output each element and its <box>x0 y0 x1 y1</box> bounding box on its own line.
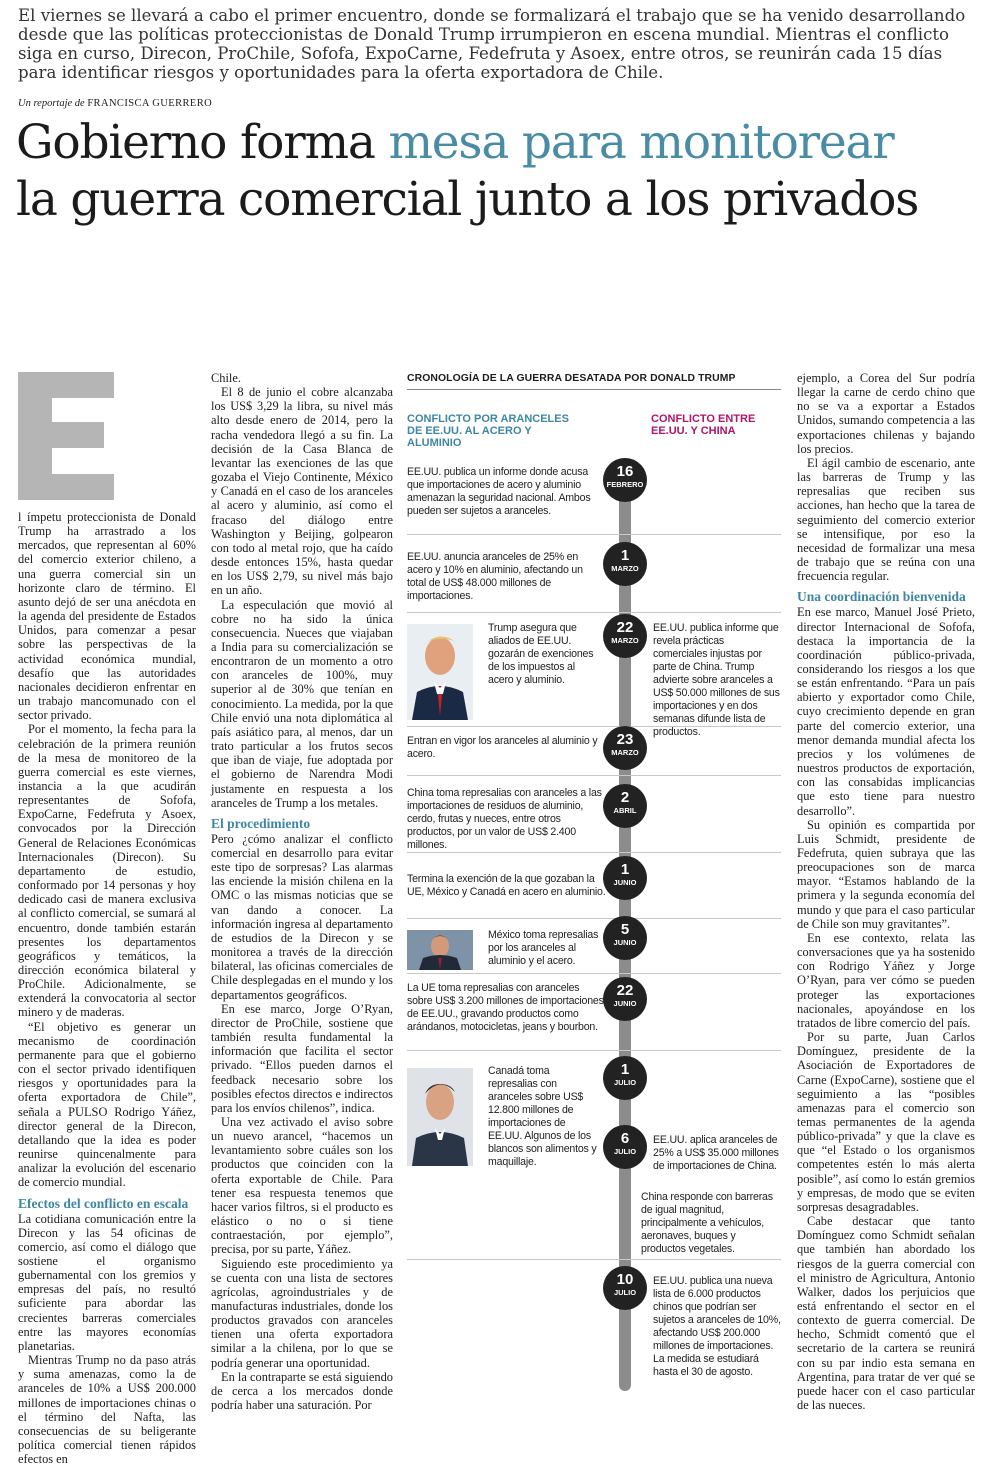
divider <box>407 612 781 613</box>
paragraph: ejemplo, a Corea del Sur podría llegar la carne de cerdo chino que no se va a exportar a Estados Unidos, sumando competencia a las exportaciones chilenas y bajando los precios. <box>797 371 975 456</box>
date-marker: 22 MARZO <box>603 614 647 658</box>
paragraph: “El objetivo es generar un mecanismo de coordinación permanente para que el gobierno con el sector privado identifiquen riesgos y oportunidades para la oferta exportadora de Chile”, señala a PULSO Rodrigo Yáñez, director general de la Direcon, detallando que la idea es poder reunirse quincenalmente para analizar la evolución del escenario de comercio mundial. <box>18 1019 196 1190</box>
paragraph: En la contraparte se está siguiendo de cerca a los mercados donde podría haber una saturación. Por <box>211 1369 393 1413</box>
paragraph: Por el momento, la fecha para la celebración de la primera reunión de la mesa de monitoreo de la guerra comercial es este viernes, instancia a la que acudirán representantes de Sofofa, ExpoCarne, Fedefruta y Asoex, convocados por la Dirección General de Relaciones Económicas Internacionales (Direcon). Su departamento de estudio, conformado por 14 personas y hoy dedicado casi de manera exclusiva al conflicto comercial, se sumará al encuentro, donde también estarán presentes los departamentos geográficos y temáticos, la dirección económica bilateral y ProChile. Adicionalmente, se extenderá la convocatoria al sector minero y de maderas. <box>18 722 196 1020</box>
paragraph: Siguiendo este procedimiento ya se cuenta con una lista de sectores agrícolas, agroindustriales y de manufacturas industriales, donde los productos gravados con aranceles tienen una oferta exportadora similar a la chilena, por lo que se podría generar una oportunidad. <box>211 1256 393 1370</box>
paragraph: Chile. <box>211 371 241 385</box>
paragraph: La especulación que movió al cobre no ha sido la única consecuencia. Nueces que viajaban a India para su comercialización se encontraron de un momento a otro con aranceles de 100%, muy superior al de 30% que tenían en conocimiento. La medida, por la que Chile envió una nota diplomática al país asiático para, al menos, dar un trato particular a los frutos secos que iban de viaje, fue adoptada por el gobierno de Narendra Modi justamente en respuesta a los aranceles de Trump a los metales. <box>211 597 394 810</box>
timeline-event: EE.UU. aplica aranceles de 25% a US$ 35.000 millones de importaciones de China. <box>653 1134 779 1172</box>
date-marker: 22 JUNIO <box>603 977 647 1021</box>
timeline-event: EE.UU. publica un informe donde acusa que importaciones de acero y aluminio amenazan la seguridad nacional. Ambos pueden ser sujetos a aranceles. <box>407 466 591 517</box>
date-marker: 5 JUNIO <box>603 916 647 960</box>
date-marker: 16 FEBRERO <box>603 458 647 502</box>
paragraph: El 8 de junio el cobre alcanzaba los US$ 3,29 la libra, su nivel más alto desde enero de 2014, pero la racha vendedora llegó a su fin. La decisión de la Casa Blanca de levantar las exenciones de las que gozaba el Viejo Continente, México y Canadá en el caso de los aranceles al acero y aluminio, así como el fracaso del diálogo entre Washington y Beijing, golpearon con todo al metal rojo, que ha caído desde entonces 15%, hasta quedar en los US$ 2,79, su nivel más bajo en un año. <box>211 385 393 598</box>
trump-photo <box>407 624 473 720</box>
timeline-header-china: CONFLICTO ENTRE EE.UU. Y CHINA <box>651 413 756 437</box>
headline-part2: la guerra comercial junto a los privados <box>16 172 919 227</box>
byline-prefix: Un reportaje de <box>18 98 85 109</box>
paragraph: Cabe destacar que tanto Domínguez como Schmidt señalan que también han abordado los riesgos de la guerra comercial con el ministro de Agricultura, Antonio Walker, dados los perjuicios que está enfrentando el sector en el contexto de guerra comercial. De hecho, Schmidt comentó que el secretario de la cartera se reunirá con su par indio esta semana en Argentina, para tratar de ver qué se puede hacer con el caso particular de las nueces. <box>797 1214 975 1413</box>
subheading: El procedimiento <box>211 815 311 831</box>
headline-part1: Gobierno forma <box>16 115 389 170</box>
divider <box>407 973 781 974</box>
date-marker: 10 JULIO <box>603 1266 647 1310</box>
paragraph: l ímpetu proteccionista de Donald Trump ha arrastrado a los mercados, que representan al 60% del comercio exterior chileno, a una guerra comercial sin un horizonte claro de término. El asunto dejó de ser una anécdota en la agenda del presidente de Estados Unidos, para comenzar a pesar sobre las perspectivas de la actividad económica mundial, desafío que las autoridades nacionales decidieron enfrentar en un trabajo mancomunado con el sector privado. <box>18 510 196 723</box>
divider <box>407 1259 781 1260</box>
date-marker: 1 JULIO <box>603 1056 647 1100</box>
article-column-4 <box>797 371 975 1412</box>
paragraph: En ese marco, Jorge O’Ryan, director de ProChile, sostiene que también resulta fundamental la información que facilita el sector privado. “Ellos pueden darnos el feedback necesario sobre los posibles efectos directos e indirectos para los envíos chilenos”, indica. <box>211 1001 393 1115</box>
paragraph: Por su parte, Juan Carlos Domínguez, presidente de la Asociación de Exportadores de Carne (ExpoCarne), sostiene que el seguimiento a las “posibles amenazas para el comercio son temas permanentes de la agenda público-privada” y que la clave es que “el Estado o los organismos competentes estén lo más alerta posible”, así como lo están gremios y empresas, de modo que se eviten sorpresas desagradables. <box>797 1030 975 1214</box>
timeline-event: Entran en vigor los aranceles al aluminio y acero. <box>407 735 598 760</box>
divider <box>407 534 781 535</box>
divider <box>407 1050 781 1051</box>
date-marker: 1 JUNIO <box>603 856 647 900</box>
paragraph: Su opinión es compartida por Luis Schmidt, presidente de Fedefruta, quien subraya que las preocupaciones son de marca mayor. “Estamos hablando de la primera y la segunda economía del mundo y que para el caso particular de Chile son muy gravitantes”. <box>797 817 975 931</box>
timeline-event: EE.UU. anuncia aranceles de 25% en acero y 10% en aluminio, afectando un total de US$ 48.000 millones de importaciones. <box>407 551 583 602</box>
timeline-event: Canadá toma represalias con aranceles sobre US$ 12.800 millones de importaciones de EE.UU. Algunos de los blancos son alimentos y maquillaje. <box>488 1065 597 1168</box>
date-marker: 6 JULIO <box>603 1125 647 1169</box>
timeline-event: China toma represalias con aranceles a las importaciones de residuos de aluminio, cerdo, frutas y nueces, entre otros productos, por un valor de US$ 2.400 millones. <box>407 787 602 851</box>
date-marker: 23 MARZO <box>603 726 647 770</box>
subheading: Efectos del conflicto en escala <box>18 1195 189 1211</box>
timeline-infographic <box>403 371 783 1391</box>
lead-paragraph: El viernes se llevará a cabo el primer encuentro, donde se formalizará el trabajo que se ha venido desarrollando desde que las políticas proteccionistas de Donald Trump irrumpieron en escena mundial. Mientras el conflicto siga en curso, Direcon, ProChile, Sofofa, ExpoCarne, Fedefruta y Asoex, entre otros, se reunirán cada 15 días para identificar riesgos y oportunidades para la oferta exportadora de Chile. <box>18 6 966 82</box>
divider <box>407 775 781 776</box>
pena-nieto-photo <box>407 930 473 970</box>
divider <box>407 852 781 853</box>
timeline-event: EE.UU. publica una nueva lista de 6.000 productos chinos que podrían ser sujetos a aranceles de 10%, afectando US$ 200.000 millones de importaciones. La medida se estudiará hasta el 30 de agosto. <box>653 1275 781 1378</box>
byline-author: FRANCISCA GUERRERO <box>87 98 213 109</box>
paragraph: Mientras Trump no da paso atrás y suma amenazas, como la de aranceles de 10% a US$ 200.000 millones de importaciones chinas o el término del Nafta, las consecuencias de su beligerante política comercial tienen rápidos efectos en <box>18 1353 196 1466</box>
paragraph: El ágil cambio de escenario, ante las barreras de Trump y las represalias que reciben sus acciones, han hecho que la tarea de seguimiento del comercio exterior se intensifique, por eso la necesidad de formalizar una mesa de trabajo que se reúna con una frecuencia regular. <box>797 455 975 584</box>
headline <box>16 114 996 228</box>
paragraph: Pero ¿cómo analizar el conflicto comercial en desarrollo para evitar este tipo de sorpresas? Las alarmas las enciende la misión chilena en la OMC o las mismas noticias que se van dando a conocer. La información ingresa al departamento de estudios de la Direcon y se monitorea a través de la dirección bilateral, las oficinas comerciales de Chile desplegadas en el mundo y los departamentos geográficos. <box>211 831 393 1002</box>
timeline-event: EE.UU. publica informe que revela prácticas comerciales injustas por parte de China. Trump advierte sobre aranceles a US$ 50.000 millones de sus importaciones y en dos semanas difunde lista de productos. <box>653 622 780 738</box>
timeline-event: Termina la exención de la que gozaban la UE, México y Canadá en acero en aluminio. <box>407 873 606 898</box>
timeline-header-steel: CONFLICTO POR ARANCELES DE EE.UU. AL ACERO Y ALUMINIO <box>407 413 569 449</box>
article-column-1 <box>18 510 196 1466</box>
paragraph: La cotidiana comunicación entre la Direcon y las 54 oficinas de comercio, así como el diálogo que sostiene el organismo gubernamental con los gremios y empresas del país, no resultó suficiente para abordar las crecientes barreras comerciales entre las mayores economías planetarias. <box>18 1211 196 1353</box>
paragraph: En ese marco, Manuel José Prieto, director Internacional de Sofofa, destaca la importancia de la coordinación público-privada, considerando los riesgos a los que se están enfrentando. “Para un país abierto y exportador como Chile, cuyo crecimiento depende en gran parte del comercio exterior, una menor demanda mundial afecta los precios y los volúmenes de nuestros productos de exportación, con las consabidas implicancias que esto tiene para nuestro desarrollo”. <box>797 605 975 818</box>
dropcap <box>18 372 114 500</box>
headline-highlight: mesa para monitorear <box>388 115 894 170</box>
subheading: Una coordinación bienvenida <box>797 589 966 605</box>
timeline-event: Trump asegura que aliados de EE.UU. gozarán de exenciones de los impuestos al acero y aluminio. <box>488 622 594 686</box>
byline <box>18 98 212 109</box>
timeline-event: China responde con barreras de igual magnitud, principalmente a vehículos, aeronaves, buques y productos vegetales. <box>641 1191 773 1255</box>
paragraph: En ese contexto, relata las conversaciones que ya ha sostenido con Rodrigo Yáñez y Jorge O’Ryan, para ver cómo se pueden proteger las exportaciones nacionales, apoyándose en los tratados de libre comercio del país. <box>797 930 975 1030</box>
date-marker: 1 MARZO <box>603 542 647 586</box>
dropcap-letter-shape <box>18 372 114 500</box>
paragraph: Una vez activado el aviso sobre un nuevo arancel, “hacemos un levantamiento sobre cuáles son los productos que coinciden con la oferta exportable de Chile. Para tener esa respuesta tenemos que hacer varios filtros, si el producto es elástico o no o si tiene contraestación, por ejemplo”, precisa, por su parte, Yáñez. <box>211 1114 393 1257</box>
timeline-event: La UE toma represalias con aranceles sobre US$ 3.200 millones de importaciones de EE.UU., gravando productos como arándanos, motocicletas, jeans y bourbon. <box>407 982 604 1033</box>
divider <box>407 918 781 919</box>
date-marker: 2 ABRIL <box>603 784 647 828</box>
trudeau-photo <box>407 1068 473 1166</box>
article-column-2 <box>211 371 393 1412</box>
timeline-event: México toma represalias por los aranceles al aluminio y el acero. <box>488 929 599 967</box>
timeline-title: CRONOLOGÍA DE LA GUERRA DESATADA POR DONALD TRUMP <box>407 373 781 390</box>
